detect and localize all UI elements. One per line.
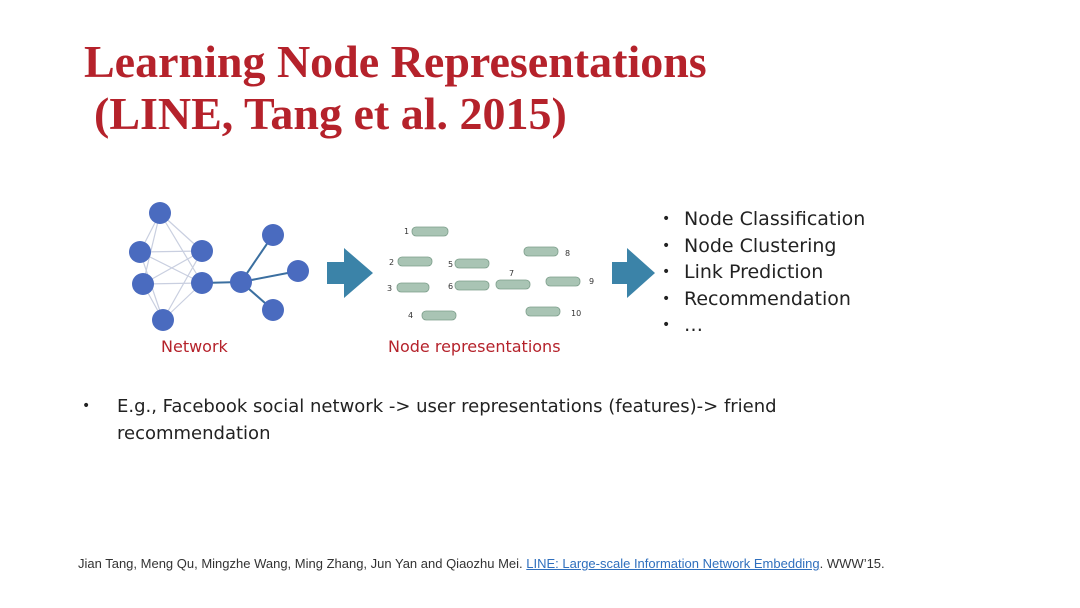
node-vector <box>397 283 429 292</box>
arrow-right-icon <box>612 248 655 298</box>
node-id: 2 <box>389 258 395 267</box>
node-vector <box>422 311 456 320</box>
node-id: 10 <box>571 309 582 318</box>
citation-venue: . WWW’15. <box>819 556 885 571</box>
node-vector <box>496 280 530 289</box>
network-node <box>132 273 154 295</box>
network-node <box>152 309 174 331</box>
task-item: • Node Classification <box>662 206 865 233</box>
citation <box>78 556 885 571</box>
example-bullet <box>82 393 882 447</box>
bullet-icon: • <box>82 398 91 414</box>
slide-title-line-2: (LINE, Tang et al. 2015) <box>94 88 567 139</box>
node-id: 9 <box>589 277 595 286</box>
node-vector <box>455 281 489 290</box>
node-id: 5 <box>448 260 454 269</box>
node-vector <box>455 259 489 268</box>
node-representations-label: Node representations <box>388 337 561 356</box>
paper-link[interactable]: LINE: Large-scale Information Network Embedding <box>526 556 820 571</box>
network-label: Network <box>161 337 228 356</box>
node-id: 1 <box>404 227 410 236</box>
node-vector <box>526 307 560 316</box>
node-vector-ids <box>387 227 594 320</box>
node-vector <box>524 247 558 256</box>
example-text: E.g., Facebook social network -> user representations (features)-> friend recommendation <box>117 396 777 444</box>
task-item: • Node Clustering <box>662 233 865 260</box>
node-id: 7 <box>509 269 515 278</box>
node-vector <box>546 277 580 286</box>
node-id: 6 <box>448 282 454 291</box>
network-node <box>129 241 151 263</box>
node-id: 4 <box>408 311 414 320</box>
task-item: • Recommendation <box>662 286 865 313</box>
network-node <box>262 224 284 246</box>
node-vector <box>398 257 432 266</box>
network-node <box>191 240 213 262</box>
node-id: 3 <box>387 284 393 293</box>
network-node <box>230 271 252 293</box>
slide-title-line-1: Learning Node Representations <box>84 36 707 87</box>
citation-authors: Jian Tang, Meng Qu, Mingzhe Wang, Ming Zhang, Jun Yan and Qiaozhu Mei. <box>78 556 527 571</box>
task-item: • Link Prediction <box>662 259 865 286</box>
node-vector <box>412 227 448 236</box>
node-id: 8 <box>565 249 571 258</box>
network-edges <box>140 213 202 320</box>
network-node <box>262 299 284 321</box>
arrow-right-icon <box>327 248 373 298</box>
network-nodes <box>129 202 309 331</box>
network-node <box>287 260 309 282</box>
network-node <box>149 202 171 224</box>
network-strong-edges <box>202 235 298 310</box>
task-item: • … <box>662 312 865 339</box>
task-list <box>662 206 865 339</box>
node-vectors <box>397 227 580 320</box>
network-node <box>191 272 213 294</box>
